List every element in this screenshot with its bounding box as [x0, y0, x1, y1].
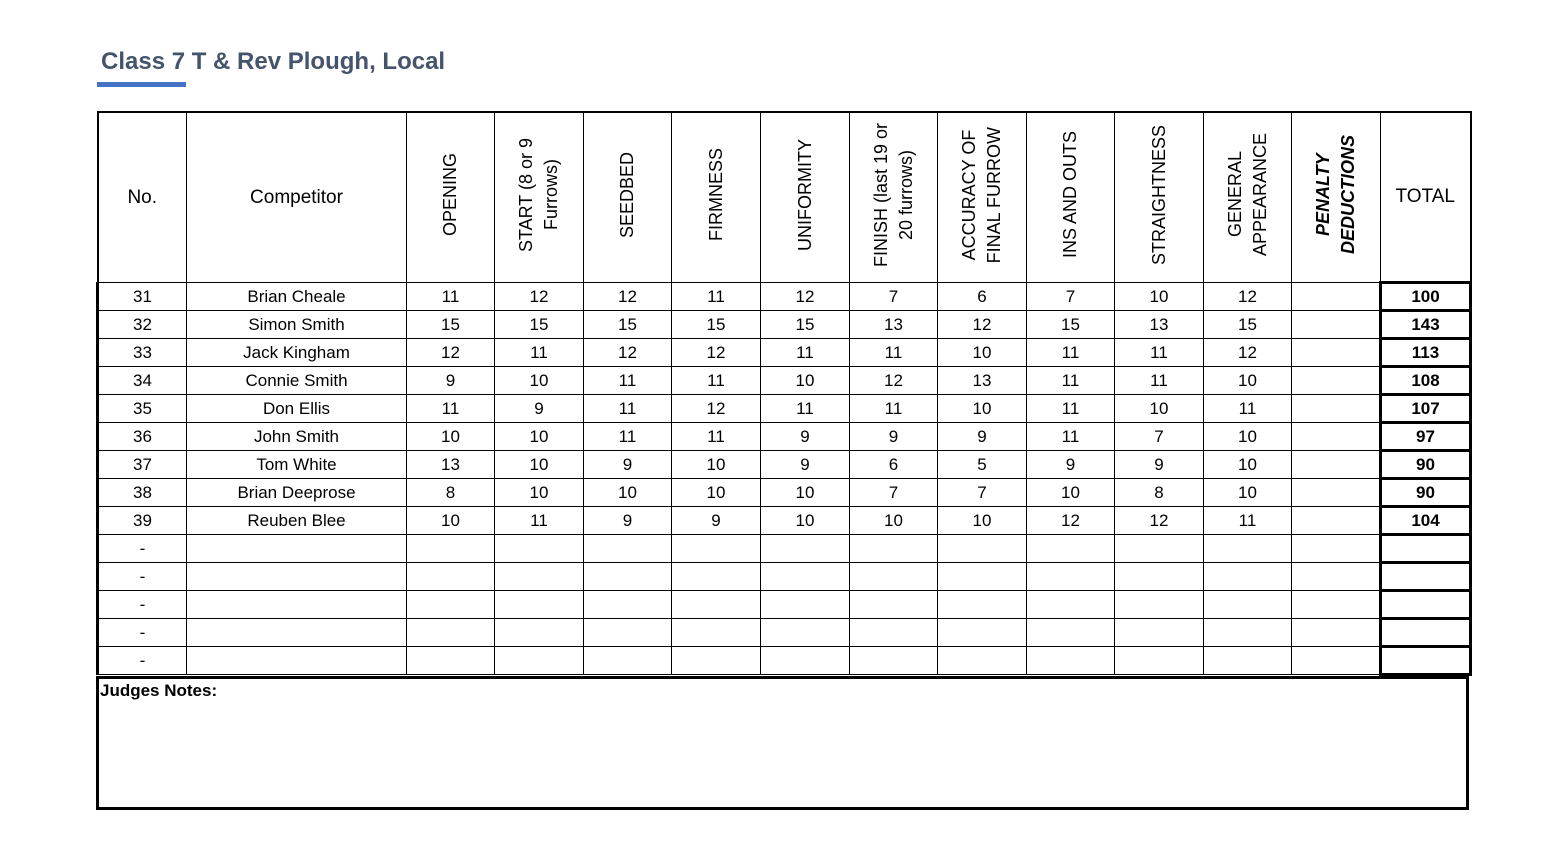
cell-seedbed: 15 — [584, 311, 672, 339]
cell-finish: 7 — [850, 283, 938, 311]
cell-competitor: Simon Smith — [187, 311, 407, 339]
header-uniformity-label: UNIFORMITY — [794, 139, 815, 251]
cell-finish — [850, 535, 938, 563]
cell-straightness — [1115, 563, 1204, 591]
cell-ins-outs: 12 — [1027, 507, 1115, 535]
cell-accuracy — [938, 535, 1027, 563]
cell-no: - — [98, 591, 187, 619]
cell-appearance: 11 — [1204, 507, 1292, 535]
cell-uniformity: 15 — [761, 311, 850, 339]
cell-uniformity: 10 — [761, 479, 850, 507]
cell-appearance: 11 — [1204, 395, 1292, 423]
cell-opening: 10 — [407, 507, 495, 535]
cell-straightness: 11 — [1115, 367, 1204, 395]
cell-no: 37 — [98, 451, 187, 479]
cell-appearance: 10 — [1204, 423, 1292, 451]
cell-opening — [407, 647, 495, 675]
cell-finish — [850, 591, 938, 619]
header-total: TOTAL — [1381, 112, 1471, 283]
table-row — [98, 507, 1471, 535]
cell-finish: 11 — [850, 395, 938, 423]
cell-total: 113 — [1381, 339, 1471, 367]
cell-competitor: Brian Deeprose — [187, 479, 407, 507]
cell-straightness: 11 — [1115, 339, 1204, 367]
header-appearance-label: GENERAL APPEARANCE — [1224, 133, 1270, 257]
cell-firmness — [672, 647, 761, 675]
table-row — [98, 479, 1471, 507]
cell-seedbed: 9 — [584, 507, 672, 535]
cell-seedbed: 11 — [584, 367, 672, 395]
cell-ins-outs: 10 — [1027, 479, 1115, 507]
cell-start: 10 — [495, 479, 584, 507]
cell-start: 10 — [495, 423, 584, 451]
cell-seedbed — [584, 619, 672, 647]
cell-uniformity: 9 — [761, 423, 850, 451]
cell-penalty — [1292, 423, 1381, 451]
cell-no: - — [98, 535, 187, 563]
cell-finish: 9 — [850, 423, 938, 451]
cell-start — [495, 591, 584, 619]
cell-seedbed: 12 — [584, 339, 672, 367]
cell-opening — [407, 619, 495, 647]
cell-appearance — [1204, 647, 1292, 675]
table-row — [98, 339, 1471, 367]
cell-firmness — [672, 563, 761, 591]
cell-penalty — [1292, 647, 1381, 675]
cell-straightness: 13 — [1115, 311, 1204, 339]
cell-total: 97 — [1381, 423, 1471, 451]
cell-total: 90 — [1381, 451, 1471, 479]
cell-accuracy — [938, 591, 1027, 619]
cell-straightness: 9 — [1115, 451, 1204, 479]
cell-opening: 11 — [407, 395, 495, 423]
cell-appearance — [1204, 619, 1292, 647]
cell-competitor: Connie Smith — [187, 367, 407, 395]
header-penalty — [1292, 112, 1381, 283]
cell-ins-outs — [1027, 591, 1115, 619]
cell-accuracy: 10 — [938, 395, 1027, 423]
cell-start: 9 — [495, 395, 584, 423]
cell-penalty — [1292, 479, 1381, 507]
cell-seedbed — [584, 563, 672, 591]
cell-ins-outs: 11 — [1027, 339, 1115, 367]
cell-no: 34 — [98, 367, 187, 395]
cell-straightness: 12 — [1115, 507, 1204, 535]
header-ins-outs-label: INS AND OUTS — [1060, 131, 1080, 259]
cell-opening: 11 — [407, 283, 495, 311]
cell-ins-outs — [1027, 647, 1115, 675]
cell-no: - — [98, 619, 187, 647]
cell-seedbed — [584, 591, 672, 619]
header-seedbed — [584, 112, 672, 283]
header-firmness-label: FIRMNESS — [705, 148, 726, 242]
cell-opening: 13 — [407, 451, 495, 479]
cell-competitor: Brian Cheale — [187, 283, 407, 311]
cell-uniformity: 11 — [761, 339, 850, 367]
cell-no: - — [98, 647, 187, 675]
cell-total — [1381, 535, 1471, 563]
cell-ins-outs — [1027, 563, 1115, 591]
cell-finish: 13 — [850, 311, 938, 339]
table-row — [98, 451, 1471, 479]
cell-finish — [850, 647, 938, 675]
cell-competitor: John Smith — [187, 423, 407, 451]
cell-firmness: 15 — [672, 311, 761, 339]
cell-start: 12 — [495, 283, 584, 311]
header-ins-outs — [1027, 112, 1115, 283]
header-start-label: START (8 or 9 Furrows) — [516, 137, 561, 253]
cell-appearance: 10 — [1204, 367, 1292, 395]
judges-notes-label: Judges Notes: — [100, 681, 218, 700]
cell-firmness: 11 — [672, 367, 761, 395]
cell-competitor — [187, 535, 407, 563]
header-straightness-label: STRAIGHTNESS — [1148, 124, 1169, 266]
header-competitor: Competitor — [187, 112, 407, 283]
cell-competitor — [187, 563, 407, 591]
cell-opening — [407, 563, 495, 591]
cell-accuracy: 5 — [938, 451, 1027, 479]
header-opening-label: OPENING — [440, 153, 460, 237]
cell-penalty — [1292, 451, 1381, 479]
cell-no: 35 — [98, 395, 187, 423]
cell-straightness — [1115, 647, 1204, 675]
cell-firmness: 9 — [672, 507, 761, 535]
cell-total — [1381, 647, 1471, 675]
table-row — [98, 311, 1471, 339]
cell-firmness: 12 — [672, 395, 761, 423]
cell-accuracy — [938, 647, 1027, 675]
cell-no: 31 — [98, 283, 187, 311]
header-row — [98, 112, 1471, 283]
header-finish — [850, 112, 938, 283]
cell-seedbed — [584, 647, 672, 675]
cell-accuracy: 10 — [938, 339, 1027, 367]
cell-firmness — [672, 619, 761, 647]
cell-start: 11 — [495, 339, 584, 367]
header-accuracy-label: ACCURACY OF FINAL FURROW — [959, 126, 1004, 264]
cell-uniformity — [761, 535, 850, 563]
cell-finish: 10 — [850, 507, 938, 535]
table-row — [98, 619, 1471, 647]
cell-start — [495, 647, 584, 675]
cell-ins-outs — [1027, 619, 1115, 647]
cell-total — [1381, 619, 1471, 647]
cell-uniformity: 11 — [761, 395, 850, 423]
cell-ins-outs: 9 — [1027, 451, 1115, 479]
cell-appearance: 10 — [1204, 479, 1292, 507]
cell-no: - — [98, 563, 187, 591]
cell-opening: 10 — [407, 423, 495, 451]
cell-opening: 9 — [407, 367, 495, 395]
header-accuracy — [938, 112, 1027, 283]
cell-penalty — [1292, 283, 1381, 311]
cell-total: 108 — [1381, 367, 1471, 395]
header-finish-label: FINISH (last 19 or 20 furrows) — [870, 122, 916, 268]
cell-opening: 12 — [407, 339, 495, 367]
table-row — [98, 647, 1471, 675]
cell-penalty — [1292, 535, 1381, 563]
cell-penalty — [1292, 507, 1381, 535]
cell-seedbed: 10 — [584, 479, 672, 507]
cell-no: 36 — [98, 423, 187, 451]
cell-seedbed: 11 — [584, 395, 672, 423]
cell-accuracy: 9 — [938, 423, 1027, 451]
cell-competitor — [187, 619, 407, 647]
cell-appearance: 12 — [1204, 283, 1292, 311]
cell-straightness: 8 — [1115, 479, 1204, 507]
cell-accuracy: 6 — [938, 283, 1027, 311]
header-uniformity — [761, 112, 850, 283]
cell-uniformity: 9 — [761, 451, 850, 479]
cell-appearance: 10 — [1204, 451, 1292, 479]
cell-penalty — [1292, 395, 1381, 423]
cell-ins-outs: 7 — [1027, 283, 1115, 311]
table-row — [98, 395, 1471, 423]
cell-finish — [850, 563, 938, 591]
cell-competitor: Jack Kingham — [187, 339, 407, 367]
cell-ins-outs: 11 — [1027, 423, 1115, 451]
cell-uniformity: 10 — [761, 507, 850, 535]
cell-uniformity: 12 — [761, 283, 850, 311]
cell-accuracy — [938, 563, 1027, 591]
cell-no: 38 — [98, 479, 187, 507]
header-opening — [407, 112, 495, 283]
cell-firmness — [672, 535, 761, 563]
cell-straightness: 7 — [1115, 423, 1204, 451]
title-underline — [97, 82, 186, 87]
cell-uniformity — [761, 563, 850, 591]
table-row — [98, 535, 1471, 563]
cell-start — [495, 563, 584, 591]
cell-start — [495, 619, 584, 647]
header-start — [495, 112, 584, 283]
cell-opening — [407, 591, 495, 619]
cell-accuracy: 12 — [938, 311, 1027, 339]
cell-total: 90 — [1381, 479, 1471, 507]
table-row — [98, 423, 1471, 451]
cell-no: 39 — [98, 507, 187, 535]
judges-notes-box[interactable] — [96, 676, 1469, 810]
cell-straightness — [1115, 591, 1204, 619]
cell-uniformity: 10 — [761, 367, 850, 395]
cell-start: 15 — [495, 311, 584, 339]
header-firmness — [672, 112, 761, 283]
cell-firmness: 11 — [672, 283, 761, 311]
cell-total: 104 — [1381, 507, 1471, 535]
header-penalty-label: PENALTY DEDUCTIONS — [1313, 135, 1358, 255]
cell-seedbed: 9 — [584, 451, 672, 479]
cell-penalty — [1292, 563, 1381, 591]
cell-total — [1381, 591, 1471, 619]
cell-ins-outs: 15 — [1027, 311, 1115, 339]
cell-appearance — [1204, 563, 1292, 591]
cell-accuracy: 10 — [938, 507, 1027, 535]
cell-competitor: Reuben Blee — [187, 507, 407, 535]
cell-appearance: 15 — [1204, 311, 1292, 339]
cell-straightness — [1115, 619, 1204, 647]
cell-straightness: 10 — [1115, 395, 1204, 423]
cell-no: 32 — [98, 311, 187, 339]
cell-total: 100 — [1381, 283, 1471, 311]
cell-seedbed: 11 — [584, 423, 672, 451]
cell-appearance: 12 — [1204, 339, 1292, 367]
cell-finish — [850, 619, 938, 647]
cell-ins-outs: 11 — [1027, 367, 1115, 395]
cell-competitor — [187, 647, 407, 675]
cell-finish: 7 — [850, 479, 938, 507]
table-row — [98, 367, 1471, 395]
header-straightness — [1115, 112, 1204, 283]
cell-firmness: 12 — [672, 339, 761, 367]
header-seedbed-label: SEEDBED — [617, 151, 637, 239]
cell-straightness — [1115, 535, 1204, 563]
cell-opening: 8 — [407, 479, 495, 507]
cell-accuracy: 13 — [938, 367, 1027, 395]
cell-penalty — [1292, 367, 1381, 395]
cell-start: 10 — [495, 367, 584, 395]
header-no: No. — [98, 112, 187, 283]
cell-start — [495, 535, 584, 563]
cell-ins-outs — [1027, 535, 1115, 563]
cell-start: 10 — [495, 451, 584, 479]
cell-seedbed — [584, 535, 672, 563]
cell-competitor: Tom White — [187, 451, 407, 479]
cell-total: 143 — [1381, 311, 1471, 339]
table-row — [98, 591, 1471, 619]
cell-firmness: 10 — [672, 479, 761, 507]
cell-uniformity — [761, 647, 850, 675]
cell-penalty — [1292, 311, 1381, 339]
cell-competitor — [187, 591, 407, 619]
cell-firmness: 10 — [672, 451, 761, 479]
page-title: Class 7 T & Rev Plough, Local — [101, 48, 446, 75]
cell-competitor: Don Ellis — [187, 395, 407, 423]
cell-finish: 6 — [850, 451, 938, 479]
cell-total: 107 — [1381, 395, 1471, 423]
cell-uniformity — [761, 619, 850, 647]
cell-opening: 15 — [407, 311, 495, 339]
cell-opening — [407, 535, 495, 563]
score-table — [96, 111, 1472, 676]
cell-penalty — [1292, 619, 1381, 647]
cell-ins-outs: 11 — [1027, 395, 1115, 423]
cell-appearance — [1204, 535, 1292, 563]
cell-penalty — [1292, 339, 1381, 367]
cell-uniformity — [761, 591, 850, 619]
cell-straightness: 10 — [1115, 283, 1204, 311]
cell-finish: 11 — [850, 339, 938, 367]
cell-accuracy — [938, 619, 1027, 647]
table-row — [98, 563, 1471, 591]
cell-no: 33 — [98, 339, 187, 367]
cell-seedbed: 12 — [584, 283, 672, 311]
cell-appearance — [1204, 591, 1292, 619]
header-appearance — [1204, 112, 1292, 283]
score-sheet — [96, 111, 1469, 810]
cell-firmness — [672, 591, 761, 619]
cell-penalty — [1292, 591, 1381, 619]
cell-total — [1381, 563, 1471, 591]
cell-finish: 12 — [850, 367, 938, 395]
table-row — [98, 283, 1471, 311]
cell-accuracy: 7 — [938, 479, 1027, 507]
cell-start: 11 — [495, 507, 584, 535]
cell-firmness: 11 — [672, 423, 761, 451]
